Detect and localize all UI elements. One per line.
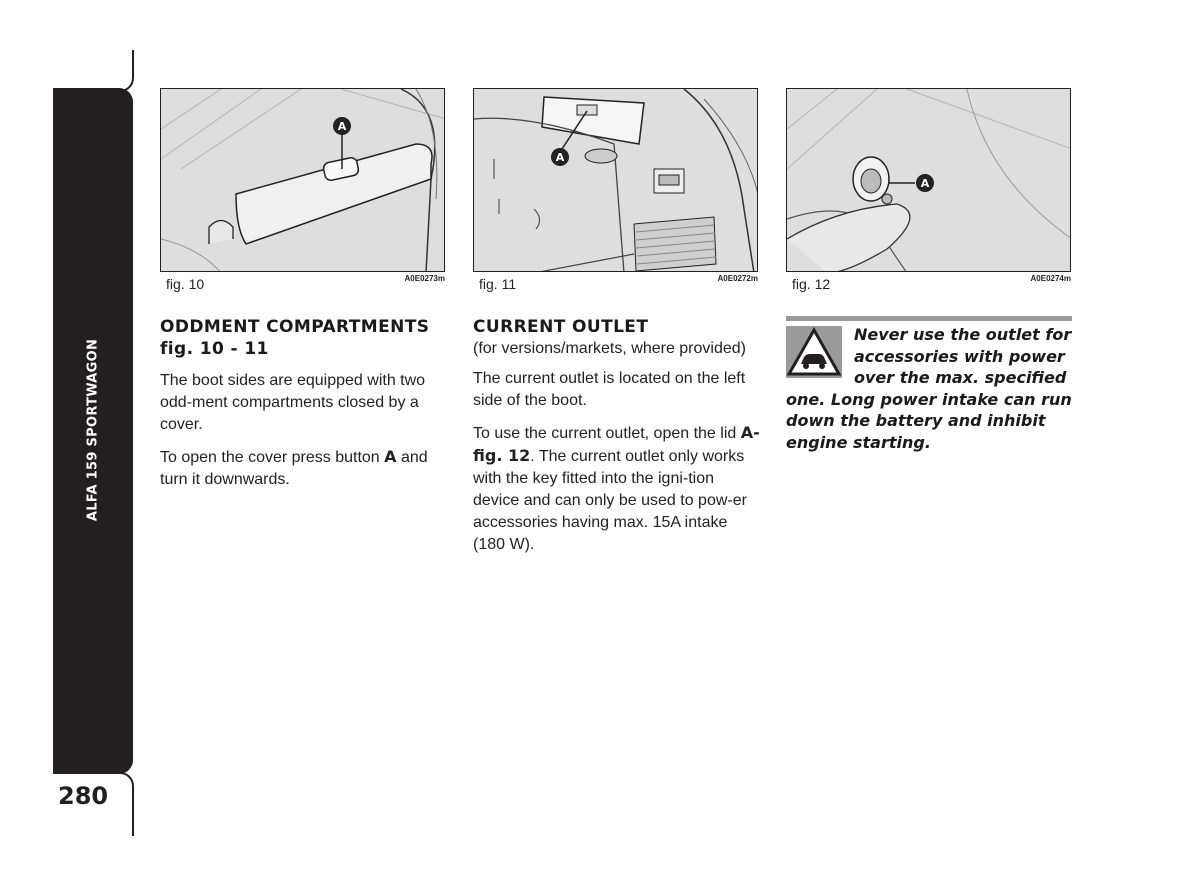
figure-10-code: A0E0273m: [404, 274, 445, 283]
oddment-compartments-section: [160, 316, 452, 501]
section-heading: ODDMENT COMPARTMENTS: [160, 317, 430, 337]
section-heading: CURRENT OUTLET: [473, 317, 649, 337]
figure-11-label: fig. 11: [479, 276, 517, 292]
callout-a-label: A: [920, 177, 930, 190]
figure-11-image: [473, 88, 758, 272]
current-outlet-illustration: [787, 89, 1071, 272]
figure-10-image: [160, 88, 445, 272]
section-heading-figref: fig. 10 - 11: [160, 339, 269, 359]
sidebar-top-line: [118, 50, 134, 92]
text-run: To use the current outlet, open the lid: [473, 425, 741, 442]
warning-line: Never use the outlet for: [854, 325, 1072, 344]
figure-10-label: fig. 10: [166, 276, 205, 292]
warning-line: one. Long power intake can run down the battery and inhibit engine starting.: [786, 389, 1072, 452]
boot-side-compartment-illustration: [161, 89, 445, 272]
text-run: and turn it downwards.: [160, 449, 428, 488]
page-number: 280: [58, 782, 109, 810]
paragraph: [160, 446, 452, 491]
figure-12-label: fig. 12: [792, 276, 831, 292]
figure-12-code: A0E0274m: [1030, 274, 1071, 283]
bold-reference: A-fig. 12: [473, 423, 760, 465]
warning-top-bar: [786, 316, 1072, 321]
paragraph: The boot sides are equipped with two odd-ment compartments closed by a cover.: [160, 372, 426, 433]
bold-reference: A: [384, 447, 397, 466]
section-subheading: (for versions/markets, where provided): [473, 340, 746, 357]
warning-line: over the max. specified: [854, 368, 1067, 387]
paragraph: The current outlet is located on the left side of the boot.: [473, 370, 746, 409]
figure-11-code: A0E0272m: [717, 274, 758, 283]
sidebar-title: ALFA 159 SPORTWAGON: [85, 338, 101, 522]
boot-interior-illustration: [474, 89, 758, 272]
text-run: To open the cover press button: [160, 449, 385, 466]
paragraph: [473, 422, 763, 556]
callout-a-label: A: [337, 120, 347, 133]
sidebar-bottom-line: [118, 772, 134, 836]
warning-line: accessories with power: [854, 346, 1065, 366]
callout-a-label: A: [555, 151, 565, 164]
warning-text: [786, 324, 1076, 453]
figure-12-image: [786, 88, 1071, 272]
text-run: . The current outlet only works with the key fitted into the igni-tion device and can only be used to pow-er accessories having max. 15A intake (180 W).: [473, 448, 747, 553]
current-outlet-section: [473, 316, 763, 566]
